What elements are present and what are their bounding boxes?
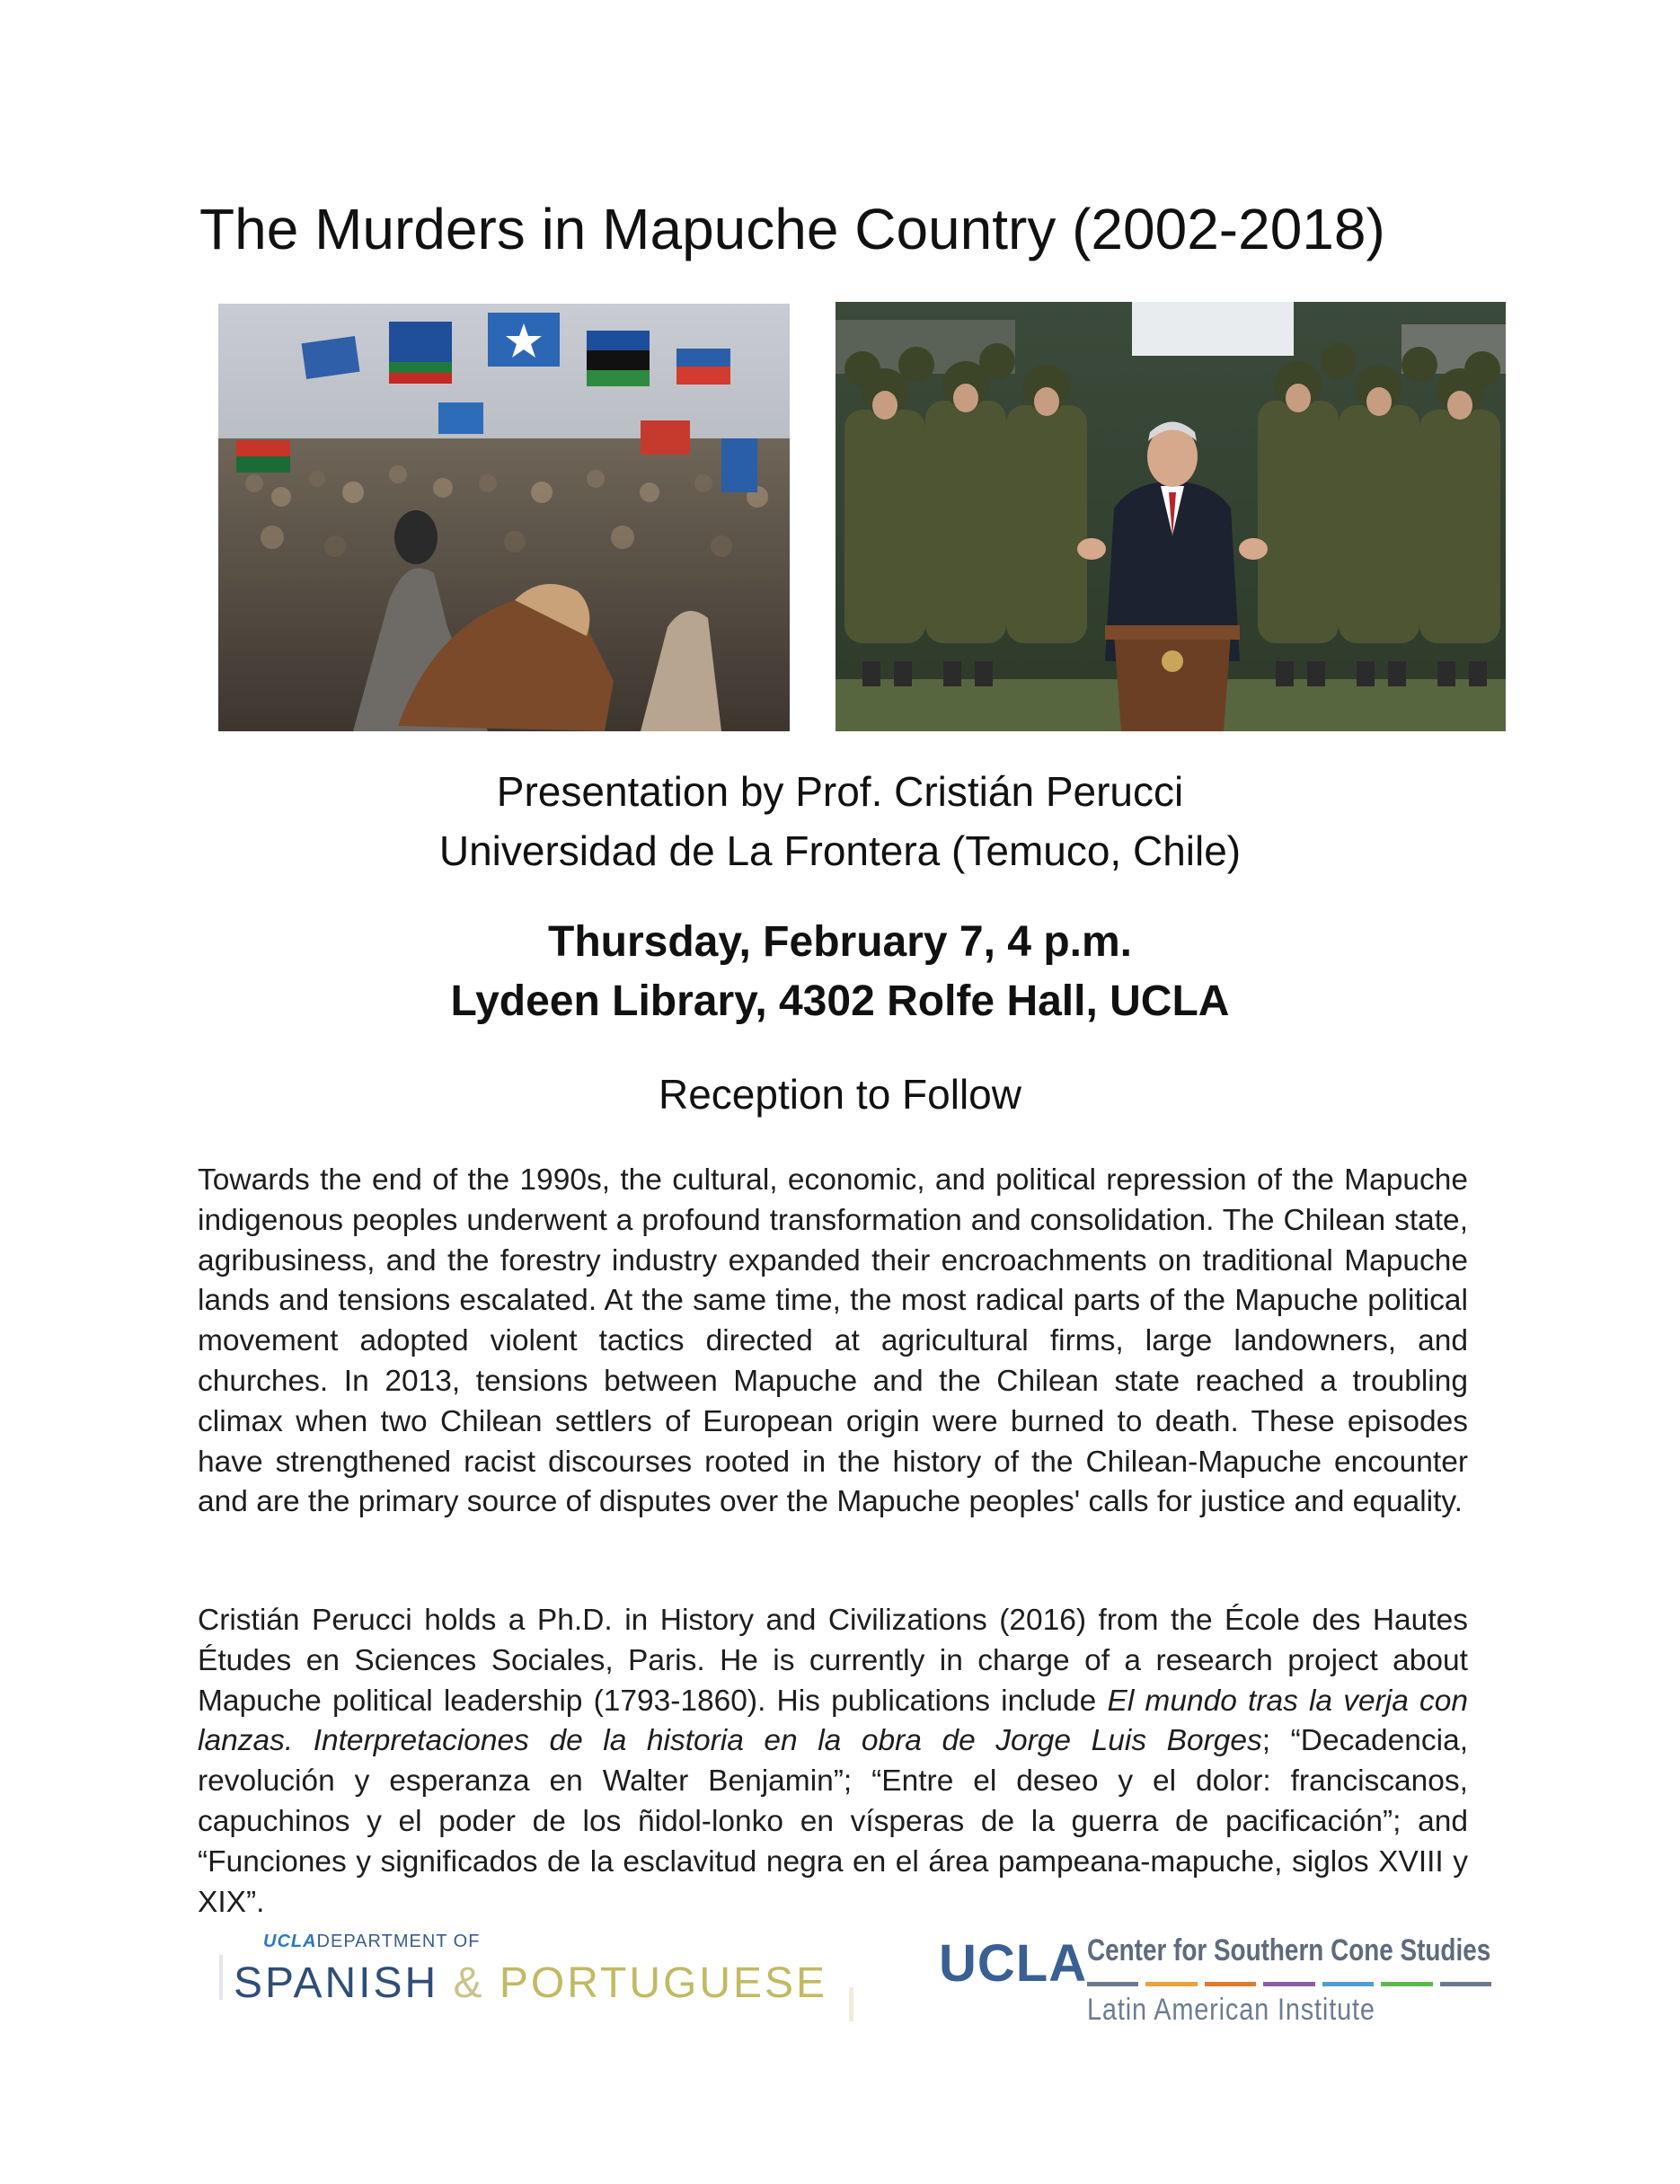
color-bar-segment	[1381, 1982, 1432, 1986]
event-details	[0, 913, 1680, 1031]
presenter-name: Presentation by Prof. Cristián Perucci	[496, 768, 1184, 815]
bio-text-start: Cristián Perucci holds a Ph.D. in History and Civilizations (2016) from the École des Hautes Études en Sciences Sociales, Paris. He is currently in charge of a research project about Mapuche political leadership (1793-1860). His publications include	[198, 1604, 1468, 1718]
logo-accent-bar	[849, 1987, 853, 2021]
cscs-subtitle: Latin American Institute	[1087, 1993, 1375, 2027]
color-bar-segment	[1322, 1982, 1374, 1986]
reception-note: Reception to Follow	[659, 1071, 1021, 1118]
cscs-title: Center for Southern Cone Studies	[1087, 1933, 1491, 1967]
event-location: Lydeen Library, 4302 Rolfe Hall, UCLA	[450, 977, 1230, 1025]
color-bar-segment	[1145, 1982, 1197, 1986]
description-paragraph: Towards the end of the 1990s, the cultural, economic, and political repression of the Mapuche indigenous peoples underwent a profound transformation and consolidation. The Chilean state, agribusiness, and the forestry industry expanded their encroachments on traditional Mapuche lands and tensions escalated. At the same time, the most radical parts of the Mapuche political movement adopted violent tactics directed at agricultural firms, large landowners, and churches. In 2013, tensions between Mapuche and the Chilean state reached a troubling climax when two Chilean settlers of European origin were burned to death. These episodes have strengthened racist discourses rooted in the history of the Chilean-Mapuche encounter and are the primary source of disputes over the Mapuche peoples' calls for justice and equality.	[198, 1163, 1468, 1519]
bio-paragraph	[198, 1601, 1468, 1923]
color-bars	[1087, 1982, 1491, 1987]
mapuche-protest-photo	[218, 304, 790, 731]
bio-text-end: ; “Decadencia, revolución y esperanza en Walter Benjamin”; “Entre el deseo y el dolor: franciscanos, capuchinos y el poder de los ñidol-lonko en vísperas de la guerra de pacificación”; and “Funciones y significados de la esclavitud negra en el área pampeana-mapuche, siglos XVIII y XIX”.	[198, 1724, 1469, 1919]
logo-accent-bar	[219, 1955, 223, 2000]
color-bar-segment	[1205, 1982, 1256, 1986]
presenter-info	[0, 762, 1680, 880]
president-with-troops-photo	[836, 302, 1506, 731]
color-bar-segment	[1087, 1982, 1138, 1986]
color-bar-segment	[1440, 1982, 1491, 1986]
page-title: The Murders in Mapuche Country (2002-2018)	[199, 197, 1385, 261]
logo-dept-name: SPANISH & PORTUGUESE	[234, 1959, 828, 2007]
presenter-affiliation: Universidad de La Frontera (Temuco, Chile)	[438, 827, 1242, 874]
book-title: El mundo tras la verja con lanzas. Interpretaciones de la historia en la obra de Jorge Luis Borges	[198, 1684, 1468, 1758]
spanish-portuguese-logo	[216, 1932, 862, 2030]
event-date: Thursday, February 7, 4 p.m.	[548, 918, 1132, 966]
color-bar-segment	[1263, 1982, 1314, 1986]
center-southern-cone-logo	[939, 1930, 1491, 2038]
ucla-wordmark: UCLA	[939, 1934, 1088, 1993]
logo-dept-heading: UCLADEPARTMENT OF	[263, 1932, 481, 1951]
